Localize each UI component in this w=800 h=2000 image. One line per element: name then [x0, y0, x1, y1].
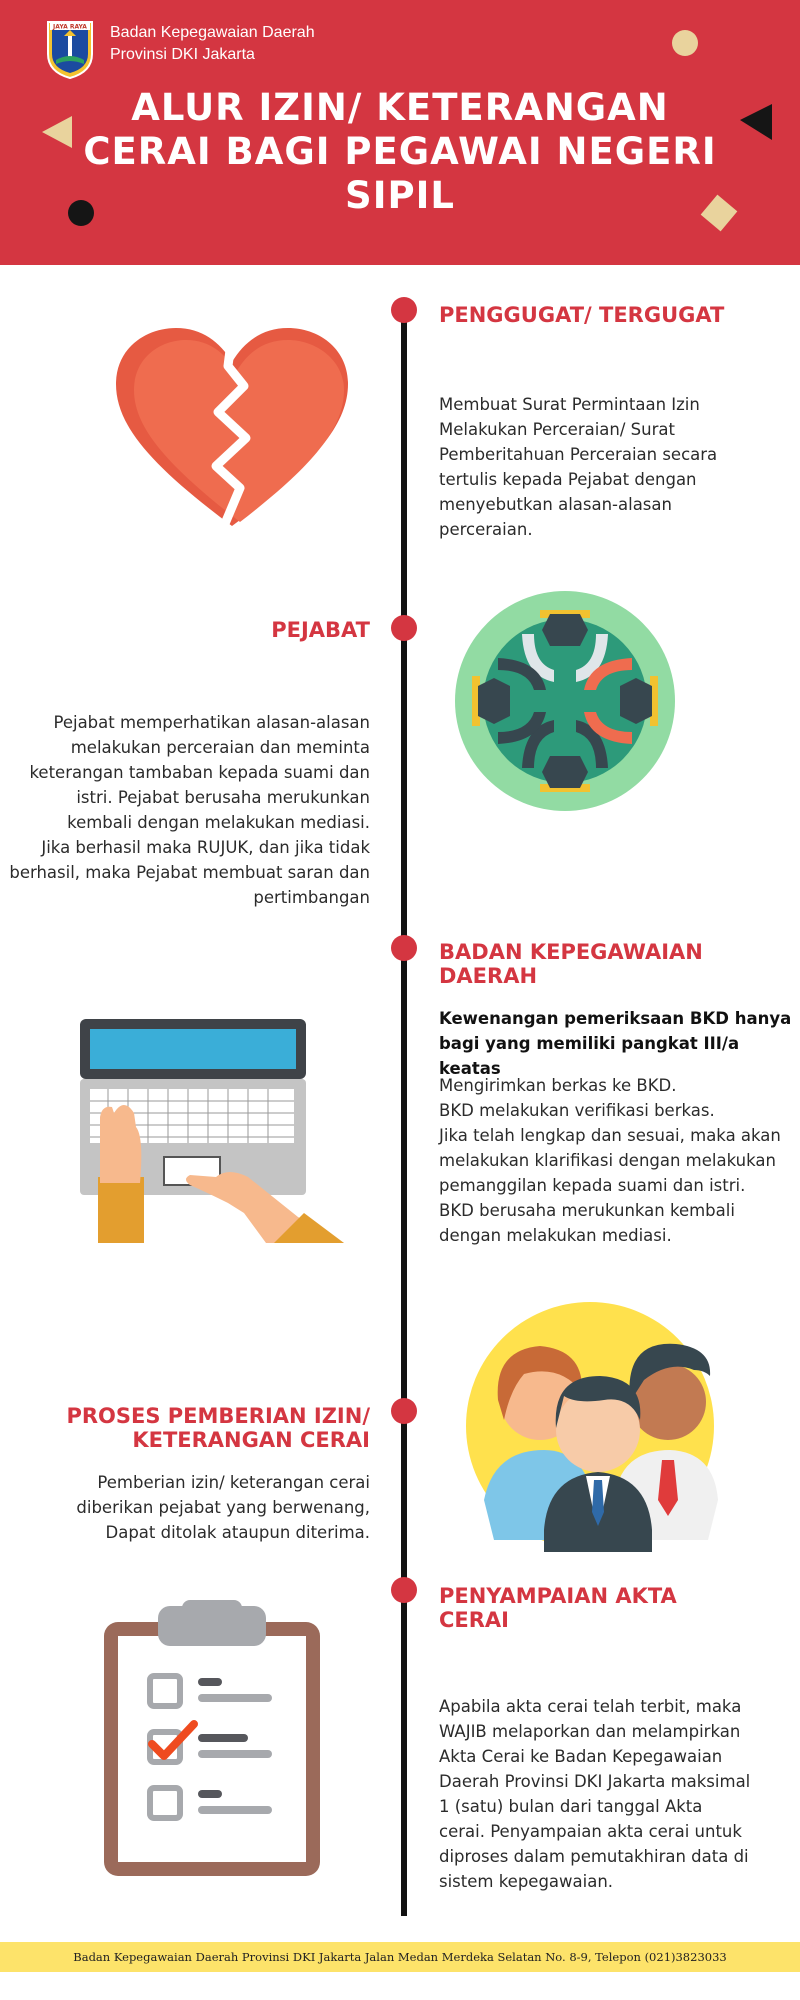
- organization-name: [110, 22, 315, 66]
- step-1-heading: PENGGUGAT/ TERGUGAT: [439, 303, 725, 327]
- people-group-icon: [464, 1300, 726, 1552]
- step-4-body: Pemberian izin/ keterangan cerai diberikan pejabat yang berwenang, Dapat ditolak ataupun diterima.: [76, 1473, 370, 1542]
- beige-diamond-decoration: [696, 190, 742, 236]
- broken-heart-icon: [112, 326, 352, 532]
- logo-text: JAYA RAYA: [53, 23, 87, 31]
- black-circle-decoration: [66, 198, 96, 228]
- timeline-dot: [391, 935, 417, 961]
- footer-address: Badan Kepegawaian Daerah Provinsi DKI Jakarta Jalan Medan Merdeka Selatan No. 8-9, Telepon (021)3823033: [0, 1942, 800, 1972]
- step-2-body: Pejabat memperhatikan alasan-alasan melakukan perceraian dan meminta keterangan tambaban kepada suami dan istri. Pejabat berusaha merukunkan kembali dengan melakukan mediasi. Jika berhasil maka RUJUK, dan jika tidak berhasil, maka Pejabat membuat saran dan pertimbangan: [9, 713, 370, 907]
- page-title: ALUR IZIN/ KETERANGAN CERAI BAGI PEGAWAI NEGERI SIPIL: [83, 86, 717, 217]
- step-2-heading: PEJABAT: [271, 618, 370, 642]
- step-4-heading: PROSES PEMBERIAN IZIN/ KETERANGAN CERAI: [66, 1404, 370, 1452]
- timeline-dot: [391, 297, 417, 323]
- step-5-body: Apabila akta cerai telah terbit, maka WAJIB melaporkan dan melampirkan Akta Cerai ke Badan Kepegawaian Daerah Provinsi DKI Jakarta maksimal 1 (satu) bulan dari tanggal Akta cerai. Penyampaian akta cerai untuk diproses dalam pemutakhiran data di sistem kepegawaian.: [439, 1697, 751, 1891]
- beige-circle-decoration: [670, 28, 700, 58]
- step-3-note: Kewenangan pemeriksaan BKD hanya bagi yang memiliki pangkat III/a keatas: [439, 1009, 792, 1078]
- laptop-icon: [78, 1017, 344, 1243]
- org-line-1: Badan Kepegawaian Daerah: [110, 24, 315, 41]
- beige-triangle-decoration: [38, 112, 74, 152]
- step-1-body: Membuat Surat Permintaan Izin Melakukan Perceraian/ Surat Pemberitahuan Perceraian secara tertulis kepada Pejabat dengan menyebutkan alasan-alasan perceraian.: [439, 395, 718, 539]
- timeline-dot: [391, 1398, 417, 1424]
- timeline-dot: [391, 1577, 417, 1603]
- step-3-heading: BADAN KEPEGAWAIAN DAERAH: [439, 940, 703, 988]
- meeting-table-icon: [454, 590, 676, 812]
- step-3-body: Mengirimkan berkas ke BKD. BKD melakukan verifikasi berkas. Jika telah lengkap dan sesuai, maka akan melakukan klarifikasi dengan melakukan pemanggilan kepada suami dan istri. BKD berusaha merukunkan kembali dengan melakukan mediasi.: [439, 1076, 781, 1245]
- header-banner: [0, 0, 800, 265]
- org-line-2: Provinsi DKI Jakarta: [110, 46, 255, 63]
- timeline-dot: [391, 615, 417, 641]
- black-triangle-decoration: [736, 100, 776, 144]
- step-5-heading: PENYAMPAIAN AKTA CERAI: [439, 1584, 677, 1632]
- timeline-line: [401, 312, 407, 1916]
- jakarta-logo-icon: [44, 16, 96, 80]
- checklist-clipboard-icon: [102, 1600, 322, 1878]
